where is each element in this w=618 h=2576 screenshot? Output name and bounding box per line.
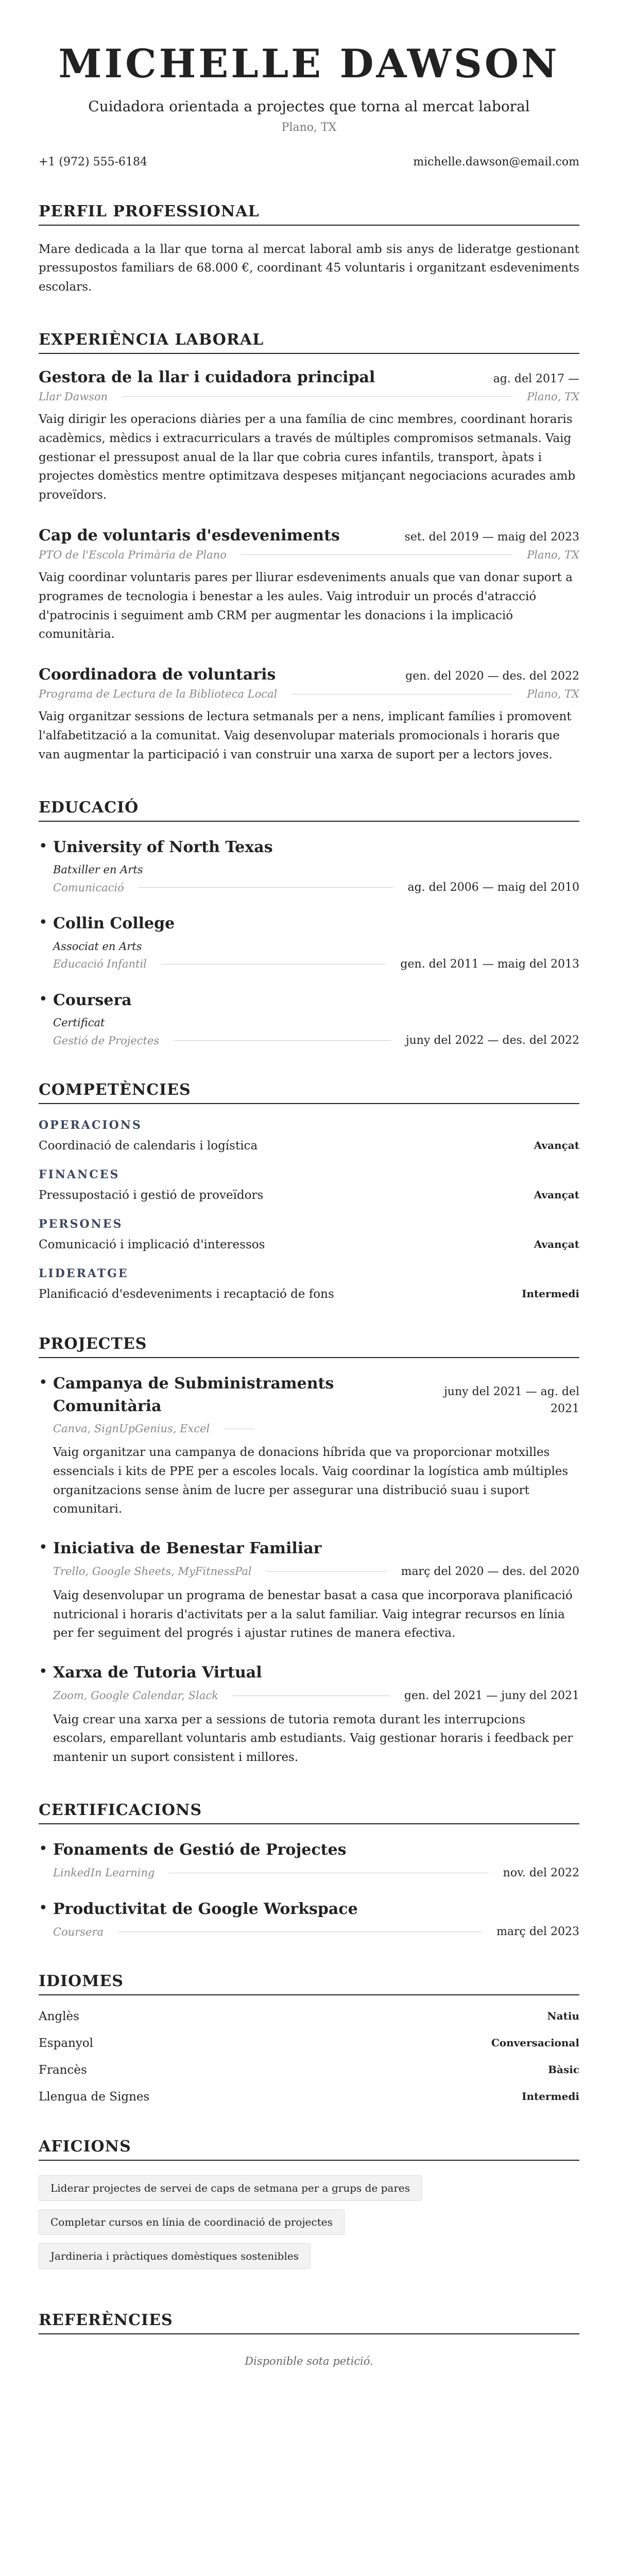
language-name: Anglès — [39, 2010, 79, 2024]
bullet-icon: • — [39, 1538, 48, 1557]
school-name: Coursera — [53, 991, 132, 1009]
section-title-hobbies: AFICIONS — [39, 2138, 579, 2161]
skill-level: Intermedi — [522, 1287, 579, 1300]
bullet-icon: • — [39, 1374, 48, 1392]
education-entry — [39, 836, 579, 894]
certification-name: Productivitat de Google Workspace — [53, 1900, 358, 1918]
education-dates: juny del 2022 — des. del 2022 — [405, 1034, 579, 1047]
project-tools: Canva, SignUpGenius, Excel — [53, 1422, 210, 1435]
email-address: michelle.dawson@email.com — [413, 155, 579, 168]
phone-number: +1 (972) 555-6184 — [39, 155, 147, 168]
hobby-tags — [39, 2175, 579, 2277]
job-dates: ag. del 2017 — — [493, 372, 579, 385]
bullet-icon: • — [39, 990, 48, 1008]
skill-category: PERSONES — [39, 1217, 123, 1231]
degree-name: Associat en Arts — [53, 940, 142, 953]
project-title: Campanya de Subministraments Comunitària — [53, 1375, 334, 1415]
language-row — [39, 2063, 579, 2077]
candidate-headline: Cuidadora orientada a projectes que torna al mercat laboral — [88, 97, 530, 115]
section-title-projects: PROJECTES — [39, 1335, 579, 1358]
job-entry — [39, 527, 579, 644]
certification-name: Fonaments de Gestió de Projectes — [53, 1841, 347, 1859]
job-dates: set. del 2019 — maig del 2023 — [404, 530, 579, 544]
language-level: Conversacional — [491, 2037, 579, 2049]
language-row — [39, 2037, 579, 2050]
job-organization: PTO de l'Escola Primària de Plano — [39, 548, 227, 561]
divider-line — [118, 1931, 482, 1932]
bullet-icon: • — [39, 1840, 48, 1858]
skill-group — [39, 1217, 579, 1251]
skill-category: FINANCES — [39, 1168, 120, 1182]
job-entry — [39, 368, 579, 505]
divider-line — [122, 396, 512, 397]
skills-section — [39, 1081, 579, 1301]
section-title-languages: IDIOMES — [39, 1972, 579, 1995]
bullet-icon: • — [39, 913, 48, 932]
project-date-end: 2021 — [551, 1402, 579, 1416]
field-of-study: Educació Infantil — [53, 958, 147, 971]
job-description: Vaig dirigir les operacions diàries per a una família de cinc membres, coordinant horaris acadèmics, mèdics i extracurriculars a través de múltiples compromisos setmanals. Vaig gestionar el pressupost anual de la llar que cobria cures infantils, transport, àpats i projectes domèstics mentre optimitzava despeses mitjançant negociacions acurades amb proveïdors. — [39, 412, 576, 502]
language-name: Francès — [39, 2063, 87, 2077]
language-row — [39, 2090, 579, 2104]
degree-name: Certificat — [53, 1016, 105, 1029]
skill-name: Coordinació de calendaris i logística — [39, 1139, 258, 1153]
job-organization: Llar Dawson — [39, 390, 108, 403]
skill-category: OPERACIONS — [39, 1118, 142, 1132]
section-title-skills: COMPETÈNCIES — [39, 1081, 579, 1104]
project-dates: març del 2020 — des. del 2020 — [401, 1565, 579, 1578]
hobby-tag: Liderar projectes de servei de caps de setmana per a grups de pares — [39, 2175, 422, 2201]
job-dates: gen. del 2020 — des. del 2022 — [405, 670, 579, 683]
project-description: Vaig desenvolupar un programa de benestar basat a casa que incorporava planificació nutricional i horaris d'activitats per a la salut familiar. Vaig integrar recursos en línia per fer seguiment del progrés i ajustar rutines de manera efectiva. — [53, 1588, 573, 1640]
divider-line — [139, 887, 393, 888]
job-title: Gestora de la llar i cuidadora principal — [39, 368, 375, 386]
certification-entry — [39, 1898, 579, 1939]
hobbies-section — [39, 2138, 579, 2277]
hobby-tag: Jardineria i pràctiques domèstiques sostenibles — [39, 2243, 311, 2269]
project-tools: Zoom, Google Calendar, Slack — [53, 1689, 218, 1702]
hobby-tag: Completar cursos en línia de coordinació de projectes — [39, 2209, 345, 2235]
project-dates — [444, 1383, 579, 1417]
skill-level: Avançat — [534, 1139, 579, 1152]
project-dates: gen. del 2021 — juny del 2021 — [404, 1689, 579, 1702]
section-title-profile: PERFIL PROFESSIONAL — [39, 202, 579, 226]
skill-name: Comunicació i implicació d'interessos — [39, 1238, 265, 1252]
project-entry — [39, 1662, 579, 1767]
section-title-references: REFERÈNCIES — [39, 2311, 579, 2334]
references-text: Disponible sota petició. — [245, 2355, 373, 2368]
job-location: Plano, TX — [527, 548, 579, 561]
education-dates: gen. del 2011 — maig del 2013 — [400, 957, 579, 971]
degree-name: Batxiller en Arts — [53, 863, 143, 876]
education-entry — [39, 912, 579, 971]
profile-section — [39, 202, 579, 297]
project-title: Iniciativa de Benestar Familiar — [53, 1539, 322, 1558]
job-title: Coordinadora de voluntaris — [39, 666, 276, 684]
certifications-section — [39, 1801, 579, 1938]
skill-group — [39, 1267, 579, 1301]
projects-section — [39, 1335, 579, 1767]
skill-group — [39, 1168, 579, 1202]
language-name: Llengua de Signes — [39, 2090, 150, 2104]
language-level: Bàsic — [548, 2063, 579, 2076]
education-dates: ag. del 2006 — maig del 2010 — [407, 881, 579, 894]
skill-level: Avançat — [534, 1238, 579, 1251]
school-name: Collin College — [53, 914, 175, 933]
divider-line — [241, 554, 512, 555]
education-entry — [39, 989, 579, 1047]
job-description: Vaig coordinar voluntaris pares per lliurar esdeveniments anuals que van donar suport a programes de tecnologia i benestar a les aules. Vaig introduir un procés d'atracció d'patrocinis i seguiment amb CRM per augmentar les donacions i la implicació comunitària. — [39, 570, 573, 641]
language-row — [39, 2010, 579, 2023]
skill-name: Pressupostació i gestió de proveïdors — [39, 1189, 264, 1202]
certification-date: març del 2023 — [496, 1925, 579, 1939]
project-entry — [39, 1537, 579, 1643]
education-section — [39, 799, 579, 1047]
job-location: Plano, TX — [527, 688, 579, 701]
project-title: Xarxa de Tutoria Virtual — [53, 1664, 262, 1682]
certification-issuer: LinkedIn Learning — [53, 1867, 155, 1879]
bullet-icon: • — [39, 1899, 48, 1917]
project-description: Vaig organitzar una campanya de donacions híbrida que va proporcionar motxilles essencials i kits de PPE per a escoles locals. Vaig coordinar la logística amb múltiples organitzacions sense ànim de lucre per assegurar una distribució suau i suport comunitari. — [53, 1446, 569, 1516]
section-title-experience: EXPERIÈNCIA LABORAL — [39, 331, 579, 354]
school-name: University of North Texas — [53, 838, 273, 856]
language-name: Espanyol — [39, 2037, 94, 2050]
candidate-location: Plano, TX — [281, 121, 337, 134]
project-date-start: juny del 2021 — ag. del — [443, 1385, 579, 1399]
job-entry — [39, 666, 579, 764]
project-entry — [39, 1372, 579, 1519]
divider-line — [266, 1571, 387, 1572]
languages-section — [39, 1972, 579, 2104]
bullet-icon: • — [39, 1663, 48, 1681]
experience-section — [39, 331, 579, 765]
resume-header — [39, 42, 579, 134]
certification-entry — [39, 1839, 579, 1879]
job-location: Plano, TX — [527, 390, 579, 403]
profile-text: Mare dedicada a la llar que torna al mercat laboral amb sis anys de lideratge gestionant pressupostos familiars de 68.000 €, coordinant 45 voluntaris i organitzant esdeveniments escolars. — [39, 242, 579, 294]
skill-level: Avançat — [534, 1189, 579, 1201]
section-title-education: EDUCACIÓ — [39, 799, 579, 822]
field-of-study: Gestió de Projectes — [53, 1034, 160, 1047]
certification-issuer: Coursera — [53, 1925, 104, 1938]
project-description: Vaig crear una xarxa per a sessions de tutoria remota durant les interrupcions escolars, emparellant voluntaris amb estudiants. Vaig gestionar horaris i feedback per mantenir un suport consistent i millores. — [53, 1713, 573, 1765]
certification-date: nov. del 2022 — [503, 1866, 579, 1879]
job-organization: Programa de Lectura de la Biblioteca Local — [39, 688, 278, 701]
references-section — [39, 2311, 579, 2367]
field-of-study: Comunicació — [53, 881, 124, 894]
bullet-icon: • — [39, 837, 48, 855]
skill-name: Planificació d'esdeveniments i recaptació de fons — [39, 1287, 334, 1301]
candidate-name: MICHELLE DAWSON — [58, 41, 560, 87]
job-description: Vaig organitzar sessions de lectura setmanals per a nens, implicant famílies i promovent l'alfabetització a la comunitat. Vaig desenvolupar materials promocionals i horaris que van augmentar la participació i van construir una xarxa de suport per a lectors joves. — [39, 710, 572, 761]
section-title-certifications: CERTIFICACIONS — [39, 1801, 579, 1824]
language-level: Natiu — [547, 2010, 579, 2023]
project-tools: Trello, Google Sheets, MyFitnessPal — [53, 1565, 252, 1578]
skill-group — [39, 1118, 579, 1153]
contact-row — [39, 156, 579, 168]
skill-category: LIDERATGE — [39, 1267, 129, 1281]
job-title: Cap de voluntaris d'esdeveniments — [39, 526, 340, 545]
divider-line — [174, 1040, 391, 1041]
language-level: Intermedi — [522, 2090, 579, 2103]
